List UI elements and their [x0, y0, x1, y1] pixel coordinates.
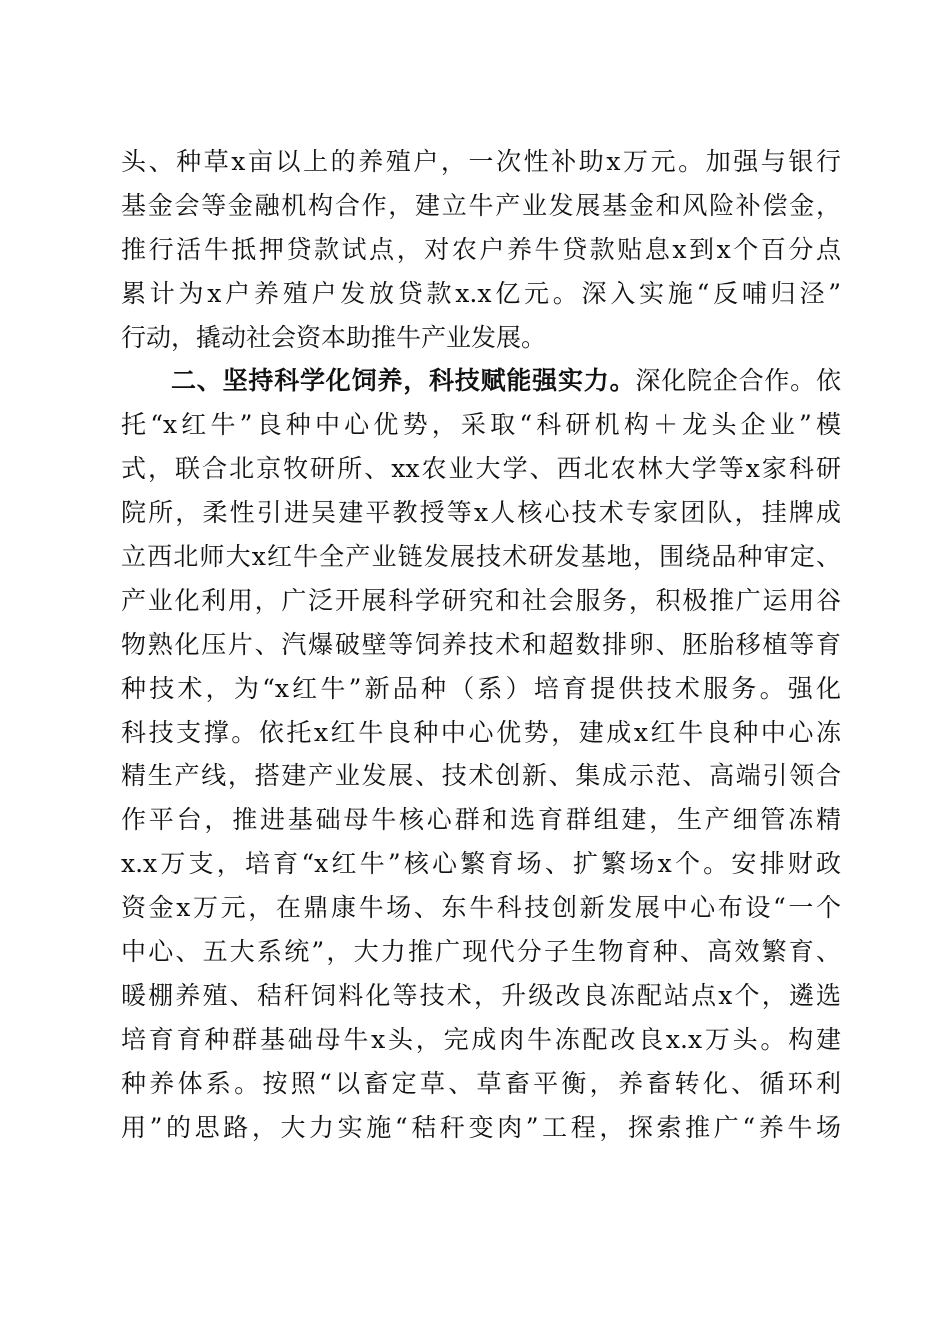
- heading-line-rest: 深化院企合作。依: [635, 366, 841, 396]
- text-line: 累计为x户养殖户发放贷款x.x亿元。深入实施“反哺归泾”: [121, 278, 841, 308]
- text-line: 暖棚养殖、秸秆饲料化等技术，升级改良冻配站点x个，遴选: [121, 980, 841, 1010]
- text-line: 推行活牛抵押贷款试点，对农户养牛贷款贴息x到x个百分点: [121, 234, 841, 264]
- text-line: 培育育种群基础母牛x头，完成肉牛冻配改良x.x万头。构建: [121, 1024, 841, 1054]
- text-line: 托“x红牛”良种中心优势，采取“科研机构＋龙头企业”模: [121, 410, 841, 440]
- text-line: x.x万支，培育“x红牛”核心繁育场、扩繁场x个。安排财政: [121, 849, 841, 879]
- text-line: 式，联合北京牧研所、xx农业大学、西北农林大学等x家科研: [121, 454, 841, 484]
- text-line: 产业化利用，广泛开展科学研究和社会服务，积极推广运用谷: [121, 585, 841, 615]
- text-line: 科技支撑。依托x红牛良种中心优势，建成x红牛良种中心冻: [121, 717, 841, 747]
- text-line: 院所，柔性引进吴建平教授等x人核心技术专家团队，挂牌成: [121, 498, 841, 528]
- text-line: 基金会等金融机构合作，建立牛产业发展基金和风险补偿金，: [121, 190, 841, 220]
- text-line: 头、种草x亩以上的养殖户，一次性补助x万元。加强与银行: [121, 147, 841, 176]
- paragraph-1: [121, 140, 841, 359]
- body-text: [121, 140, 841, 1149]
- text-line: 用”的思路，大力实施“秸秆变肉”工程，探索推广“养牛场: [121, 1112, 841, 1142]
- text-line: 种技术，为“x红牛”新品种（系）培育提供技术服务。强化: [121, 673, 841, 703]
- text-line: 精生产线，搭建产业发展、技术创新、集成示范、高端引领合: [121, 761, 841, 791]
- text-line: 中心、五大系统”，大力推广现代分子生物育种、高效繁育、: [121, 937, 841, 967]
- text-line: [121, 359, 841, 403]
- text-line: 种养体系。按照“以畜定草、草畜平衡，养畜转化、循环利: [121, 1068, 841, 1098]
- text-line: 资金x万元，在鼎康牛场、东牛科技创新发展中心布设“一个: [121, 893, 841, 923]
- text-line: 作平台，推进基础母牛核心群和选育群组建，生产细管冻精: [121, 805, 841, 835]
- text-line: 立西北师大x红牛全产业链发展技术研发基地，围绕品种审定、: [121, 542, 841, 572]
- text-line: 物熟化压片、汽爆破壁等饲养技术和超数排卵、胚胎移植等育: [121, 629, 841, 659]
- text-line: 行动，撬动社会资本助推牛产业发展。: [121, 322, 547, 352]
- section-heading: 二、坚持科学化饲养，科技赋能强实力。: [171, 366, 636, 396]
- paragraph-2: [121, 359, 841, 1149]
